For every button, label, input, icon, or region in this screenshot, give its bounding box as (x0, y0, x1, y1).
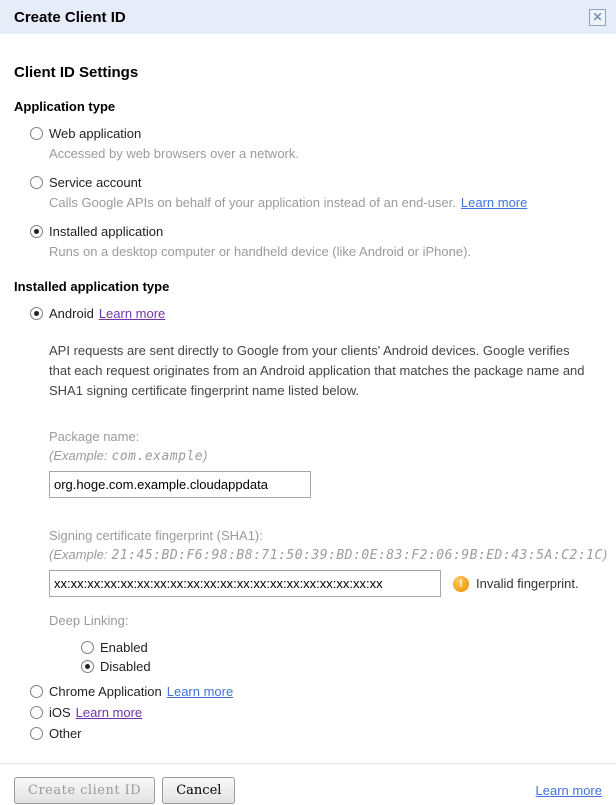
deep-linking-options (65, 640, 602, 674)
service-account-description-text: Calls Google APIs on behalf of your application instead of an end-user. (49, 195, 456, 210)
radio-label-installed-application[interactable]: Installed application (49, 224, 164, 239)
fingerprint-example-prefix: (Example: (49, 547, 108, 562)
package-example-suffix: ) (203, 448, 208, 463)
option-deep-linking-disabled (65, 659, 602, 674)
other-installed-types (14, 684, 602, 741)
package-example-prefix: (Example: (49, 448, 108, 463)
footer-learn-more-link[interactable]: Learn more (535, 783, 602, 798)
radio-web-application[interactable] (30, 127, 43, 140)
chrome-learn-more-link[interactable]: Learn more (166, 684, 234, 699)
radio-label-service-account[interactable]: Service account (49, 175, 142, 190)
cancel-button[interactable]: Cancel (162, 777, 235, 804)
radio-service-account[interactable] (30, 176, 43, 189)
service-account-description (49, 194, 602, 212)
option-installed-application (14, 224, 602, 261)
dialog-title: Create Client ID (14, 8, 126, 26)
radio-label-chrome-application[interactable]: Chrome Application (49, 684, 162, 699)
android-description: API requests are sent directly to Google from your clients' Android devices. Google verifies that each request originates from an Android application that matches the package name and SHA1 signing certificate fingerprint name listed below. (49, 343, 585, 398)
radio-label-deep-linking-enabled[interactable]: Enabled (100, 640, 148, 655)
fingerprint-example (49, 547, 608, 563)
application-type-heading: Application type (14, 99, 116, 114)
fingerprint-error-text: Invalid fingerprint. (476, 576, 579, 591)
fingerprint-field (49, 528, 608, 674)
option-deep-linking-enabled (65, 640, 602, 655)
package-name-field (49, 429, 602, 498)
radio-label-other[interactable]: Other (49, 726, 82, 741)
fingerprint-row (49, 563, 602, 597)
close-icon[interactable]: ✕ (589, 9, 606, 26)
option-web-application (14, 126, 602, 163)
android-learn-more-link[interactable]: Learn more (98, 306, 166, 321)
radio-android[interactable] (30, 307, 43, 320)
package-example-code: com.example (111, 449, 204, 464)
option-service-account (14, 175, 602, 212)
option-ios (14, 705, 602, 720)
error-warning-icon: ! (453, 576, 469, 592)
option-chrome-application (14, 684, 602, 699)
option-android (14, 306, 602, 321)
radio-deep-linking-disabled[interactable] (81, 660, 94, 673)
package-name-label: Package name: (49, 429, 140, 444)
radio-deep-linking-enabled[interactable] (81, 641, 94, 654)
dialog-footer (0, 763, 616, 804)
settings-heading: Client ID Settings (14, 64, 139, 81)
radio-label-web-application[interactable]: Web application (49, 126, 142, 141)
fingerprint-example-suffix: ) (602, 547, 608, 562)
service-account-learn-more-link[interactable]: Learn more (460, 195, 528, 210)
radio-ios[interactable] (30, 706, 43, 719)
fingerprint-label: Signing certificate fingerprint (SHA1): (49, 528, 263, 543)
fingerprint-example-code: 21:45:BD:F6:98:B8:71:50:39:BD:0E:83:F2:06:9B:ED:43:5A:C2:1C (111, 548, 603, 563)
installed-application-description: Runs on a desktop computer or handheld device (like Android or iPhone). (49, 244, 472, 259)
package-name-input[interactable] (49, 471, 311, 498)
radio-other[interactable] (30, 727, 43, 740)
radio-label-deep-linking-disabled[interactable]: Disabled (100, 659, 151, 674)
option-other (14, 726, 602, 741)
ios-learn-more-link[interactable]: Learn more (75, 705, 143, 720)
installed-application-type-heading: Installed application type (14, 279, 170, 294)
dialog-header (0, 0, 616, 34)
package-name-example (49, 448, 602, 464)
fingerprint-input[interactable] (49, 570, 441, 597)
radio-label-ios[interactable]: iOS (49, 705, 71, 720)
web-application-description: Accessed by web browsers over a network. (49, 146, 299, 161)
radio-installed-application[interactable] (30, 225, 43, 238)
dialog-body (0, 64, 616, 741)
create-client-id-button[interactable]: Create client ID (14, 777, 155, 804)
radio-label-android[interactable]: Android (49, 306, 94, 321)
radio-chrome-application[interactable] (30, 685, 43, 698)
deep-linking-label: Deep Linking: (49, 613, 129, 628)
